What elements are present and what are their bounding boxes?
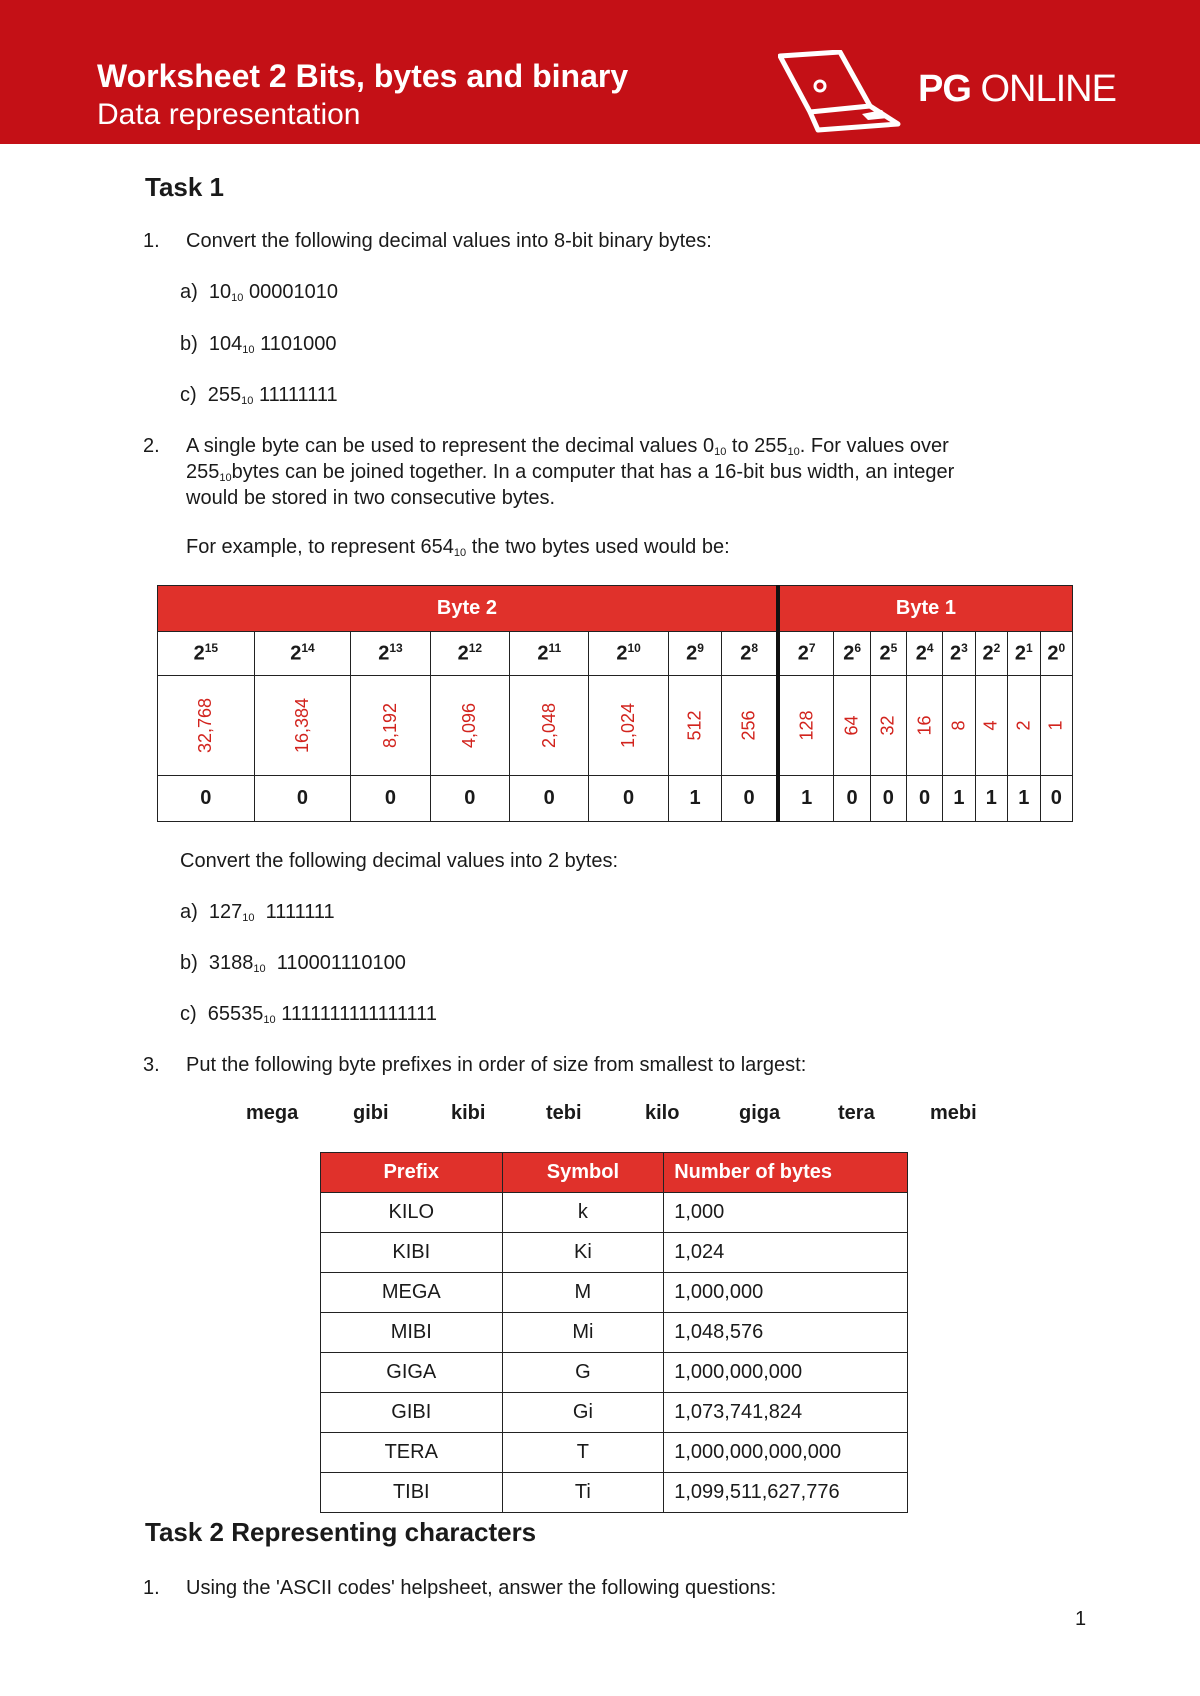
symbol-cell: Mi xyxy=(502,1313,664,1353)
place-value-cell xyxy=(778,676,834,776)
item-value: 255 xyxy=(207,384,242,406)
q3-text: Put the following byte prefixes in order of size from smallest to largest: xyxy=(186,1054,807,1076)
power-exp: 1 xyxy=(1026,641,1033,656)
page-number: 1 xyxy=(1075,1608,1087,1630)
prefix-table-header xyxy=(321,1153,908,1193)
place-value-cell xyxy=(351,676,430,776)
power-exp: 11 xyxy=(548,641,562,656)
power-exp: 5 xyxy=(890,641,898,656)
power-exp: 7 xyxy=(808,641,816,656)
bit-cell: 1 xyxy=(668,776,722,822)
place-value-cell xyxy=(668,676,722,776)
item-value: 127 xyxy=(208,901,243,923)
item-answer: 1111111111111111 xyxy=(281,1003,437,1025)
powers-row xyxy=(158,632,1073,676)
place-value: 16,384 xyxy=(291,697,312,754)
byte-table xyxy=(157,585,1073,822)
power-base: 2 xyxy=(1047,642,1059,665)
prefix-cell: KILO xyxy=(321,1193,503,1233)
power-exp: 8 xyxy=(751,641,758,656)
symbol-cell: Gi xyxy=(502,1393,664,1433)
power-base: 2 xyxy=(843,642,855,665)
worksheet-title: Worksheet 2 Bits, bytes and binary xyxy=(97,58,629,94)
power-base: 2 xyxy=(457,642,469,665)
power-exp: 14 xyxy=(301,641,315,656)
symbol-cell: M xyxy=(502,1273,664,1313)
prefix-cell: TERA xyxy=(321,1433,503,1473)
bytes-cell: 1,000,000,000,000 xyxy=(664,1433,908,1473)
power-exp: 0 xyxy=(1058,641,1066,656)
header-banner xyxy=(0,0,1200,144)
task2-q1-text: Using the 'ASCII codes' helpsheet, answer the following questions: xyxy=(186,1577,777,1599)
place-value-cell xyxy=(430,676,509,776)
place-value-cell xyxy=(906,676,942,776)
place-value-cell xyxy=(870,676,906,776)
power-base: 2 xyxy=(537,642,549,665)
logo-text-rest: ONLINE xyxy=(980,68,1116,110)
power-exp: 13 xyxy=(389,641,403,656)
prefix-word: kilo xyxy=(645,1102,680,1124)
place-values-row xyxy=(158,676,1073,776)
prefix-cell: KIBI xyxy=(321,1233,503,1273)
q2-text xyxy=(186,433,1086,511)
power-base: 2 xyxy=(950,642,962,665)
q2-line2 xyxy=(186,459,1086,485)
power-base: 2 xyxy=(378,642,390,665)
worksheet-subtitle: Data representation xyxy=(97,98,361,131)
power-exp: 12 xyxy=(468,641,483,656)
item-answer: 1111111 xyxy=(265,901,335,923)
power-cell xyxy=(510,632,589,676)
table-row xyxy=(321,1233,908,1273)
power-exp: 10 xyxy=(627,641,641,656)
bit-cell: 0 xyxy=(589,776,668,822)
bit-cell: 1 xyxy=(1008,776,1040,822)
place-value-cell xyxy=(975,676,1007,776)
place-value-cell xyxy=(158,676,255,776)
q2-line2-a: 255 xyxy=(186,461,220,483)
q1-text: Convert the following decimal values into 8-bit binary bytes: xyxy=(186,230,712,252)
task1-heading: Task 1 xyxy=(145,172,225,202)
power-cell xyxy=(254,632,351,676)
place-value: 256 xyxy=(738,710,759,741)
bit-cell: 0 xyxy=(430,776,509,822)
power-cell xyxy=(430,632,509,676)
item-label: c) xyxy=(180,384,197,406)
place-value-cell xyxy=(834,676,870,776)
place-value-cell xyxy=(254,676,351,776)
q1-item-a xyxy=(180,279,338,305)
table-row xyxy=(321,1193,908,1233)
bytes-cell: 1,024 xyxy=(664,1233,908,1273)
power-base: 2 xyxy=(915,642,927,665)
item-answer: 11111111 xyxy=(258,384,338,406)
prefix-word: tebi xyxy=(546,1102,582,1124)
place-value: 4 xyxy=(980,720,1001,731)
col-prefix-header: Prefix xyxy=(321,1153,503,1193)
prefix-table xyxy=(320,1152,908,1513)
q2-line3: would be stored in two consecutive bytes. xyxy=(186,487,556,509)
power-cell xyxy=(834,632,870,676)
table-row xyxy=(321,1273,908,1313)
bit-cell: 0 xyxy=(1040,776,1073,822)
place-value: 16 xyxy=(914,715,935,736)
power-base: 2 xyxy=(797,642,809,665)
place-value: 64 xyxy=(841,715,862,736)
place-value: 1,024 xyxy=(618,702,639,749)
symbol-cell: Ti xyxy=(502,1473,664,1513)
bytes-cell: 1,000,000 xyxy=(664,1273,908,1313)
prefix-cell: MIBI xyxy=(321,1313,503,1353)
item-base: 10 xyxy=(241,395,254,407)
logo-text-bold: PG xyxy=(918,68,971,110)
item-base: 10 xyxy=(253,963,266,975)
q2-line1-c: . For values over xyxy=(799,435,949,457)
prefix-word: giga xyxy=(739,1102,781,1124)
example-b: the two bytes used would be: xyxy=(466,536,730,558)
power-cell xyxy=(906,632,942,676)
place-value-cell xyxy=(1040,676,1073,776)
power-exp: 15 xyxy=(204,641,219,656)
bit-cell: 0 xyxy=(351,776,430,822)
power-cell xyxy=(1040,632,1073,676)
power-cell xyxy=(158,632,255,676)
logo-text xyxy=(918,68,1116,111)
byte1-header: Byte 1 xyxy=(778,586,1073,632)
bytes-cell: 1,000 xyxy=(664,1193,908,1233)
power-cell xyxy=(778,632,834,676)
power-base: 2 xyxy=(290,642,302,665)
item-answer: 00001010 xyxy=(248,281,338,303)
bytes-cell: 1,073,741,824 xyxy=(664,1393,908,1433)
power-base: 2 xyxy=(1014,642,1026,665)
byte2-header: Byte 2 xyxy=(158,586,778,632)
power-exp: 6 xyxy=(854,641,862,656)
item-label: a) xyxy=(180,281,198,303)
power-base: 2 xyxy=(982,642,994,665)
place-value: 2,048 xyxy=(538,702,559,749)
place-value: 8,192 xyxy=(379,702,400,749)
item-label: a) xyxy=(180,901,198,923)
q3-number: 3. xyxy=(143,1054,160,1076)
item-answer: 110001110100 xyxy=(276,952,406,974)
prefix-cell: TIBI xyxy=(321,1473,503,1513)
prefix-cell: MEGA xyxy=(321,1273,503,1313)
place-value: 32 xyxy=(877,715,898,736)
bit-cell: 0 xyxy=(834,776,870,822)
byte-header-row xyxy=(158,586,1073,632)
q2-example xyxy=(186,534,730,560)
power-cell xyxy=(1008,632,1040,676)
col-bytes-header: Number of bytes xyxy=(664,1153,908,1193)
power-base: 2 xyxy=(879,642,891,665)
power-exp: 4 xyxy=(926,641,934,656)
prefix-word: kibi xyxy=(451,1102,486,1124)
bytes-cell: 1,048,576 xyxy=(664,1313,908,1353)
bit-cell: 0 xyxy=(254,776,351,822)
bit-cell: 0 xyxy=(906,776,942,822)
power-cell xyxy=(668,632,722,676)
place-value-cell xyxy=(589,676,668,776)
item-value: 65535 xyxy=(207,1003,264,1025)
table-row xyxy=(321,1393,908,1433)
base-sub: 10 xyxy=(787,446,800,458)
convert-2bytes-text: Convert the following decimal values into 2 bytes: xyxy=(180,850,619,872)
bit-cell: 0 xyxy=(158,776,255,822)
q2-item-b xyxy=(180,950,406,976)
bit-cell: 1 xyxy=(778,776,834,822)
q2-line2-b: bytes can be joined together. In a computer that has a 16-bit bus width, an integer xyxy=(231,461,955,483)
q2-number: 2. xyxy=(143,435,160,457)
place-value: 128 xyxy=(796,710,817,741)
place-value: 2 xyxy=(1013,720,1034,731)
table-row xyxy=(321,1433,908,1473)
q2-item-c xyxy=(180,1001,437,1027)
prefix-word: mebi xyxy=(930,1102,977,1124)
item-base: 10 xyxy=(263,1014,276,1026)
place-value-cell xyxy=(510,676,589,776)
item-base: 10 xyxy=(242,344,255,356)
bit-cell: 0 xyxy=(722,776,778,822)
power-base: 2 xyxy=(740,642,752,665)
q2-line1-b: to 255 xyxy=(726,435,788,457)
bit-cell: 1 xyxy=(943,776,975,822)
table-row xyxy=(321,1313,908,1353)
item-base: 10 xyxy=(242,912,255,924)
bit-cell: 0 xyxy=(510,776,589,822)
q2-line1-a: A single byte can be used to represent the decimal values 0 xyxy=(186,435,715,457)
place-value: 8 xyxy=(948,720,969,731)
base-sub: 10 xyxy=(453,547,467,559)
item-label: b) xyxy=(180,333,198,355)
symbol-cell: Ki xyxy=(502,1233,664,1273)
power-cell xyxy=(589,632,668,676)
bit-cell: 0 xyxy=(870,776,906,822)
symbol-cell: G xyxy=(502,1353,664,1393)
item-value: 10 xyxy=(208,281,232,303)
bytes-cell: 1,000,000,000 xyxy=(664,1353,908,1393)
symbol-cell: k xyxy=(502,1193,664,1233)
prefix-cell: GIBI xyxy=(321,1393,503,1433)
item-value: 3188 xyxy=(208,952,254,974)
power-cell xyxy=(975,632,1007,676)
symbol-cell: T xyxy=(502,1433,664,1473)
place-value-cell xyxy=(943,676,975,776)
bytes-cell: 1,099,511,627,776 xyxy=(664,1473,908,1513)
place-value: 512 xyxy=(684,710,705,741)
place-value-cell xyxy=(722,676,778,776)
col-symbol-header: Symbol xyxy=(502,1153,664,1193)
place-value: 4,096 xyxy=(459,702,480,749)
example-a: For example, to represent 654 xyxy=(186,536,454,558)
bits-row xyxy=(158,776,1073,822)
item-label: c) xyxy=(180,1003,197,1025)
item-answer: 1101000 xyxy=(260,333,337,355)
prefix-word: mega xyxy=(246,1102,299,1124)
base-sub: 10 xyxy=(714,446,727,458)
prefix-cell: GIGA xyxy=(321,1353,503,1393)
q1-item-b xyxy=(180,331,337,357)
bit-cell: 1 xyxy=(975,776,1007,822)
place-value: 32,768 xyxy=(195,697,216,754)
power-exp: 3 xyxy=(961,641,968,656)
place-value: 1 xyxy=(1045,720,1066,731)
power-cell xyxy=(351,632,430,676)
power-base: 2 xyxy=(193,642,205,665)
table-row xyxy=(321,1473,908,1513)
item-label: b) xyxy=(180,952,198,974)
q1-item-c xyxy=(180,382,338,408)
task2-heading: Task 2 Representing characters xyxy=(145,1517,537,1547)
base-sub: 10 xyxy=(219,472,232,484)
power-cell xyxy=(722,632,778,676)
place-value-cell xyxy=(1008,676,1040,776)
prefix-word: gibi xyxy=(353,1102,389,1124)
item-value: 104 xyxy=(208,333,243,355)
power-exp: 9 xyxy=(697,641,704,656)
power-cell xyxy=(943,632,975,676)
item-base: 10 xyxy=(231,292,244,304)
q2-item-a xyxy=(180,899,335,925)
power-base: 2 xyxy=(616,642,628,665)
q1-number: 1. xyxy=(143,230,160,252)
power-base: 2 xyxy=(686,642,698,665)
power-exp: 2 xyxy=(993,641,1001,656)
table-row xyxy=(321,1353,908,1393)
q2-line1 xyxy=(186,433,1086,459)
power-cell xyxy=(870,632,906,676)
task2-q1-number: 1. xyxy=(143,1577,160,1599)
prefix-word: tera xyxy=(838,1102,875,1124)
